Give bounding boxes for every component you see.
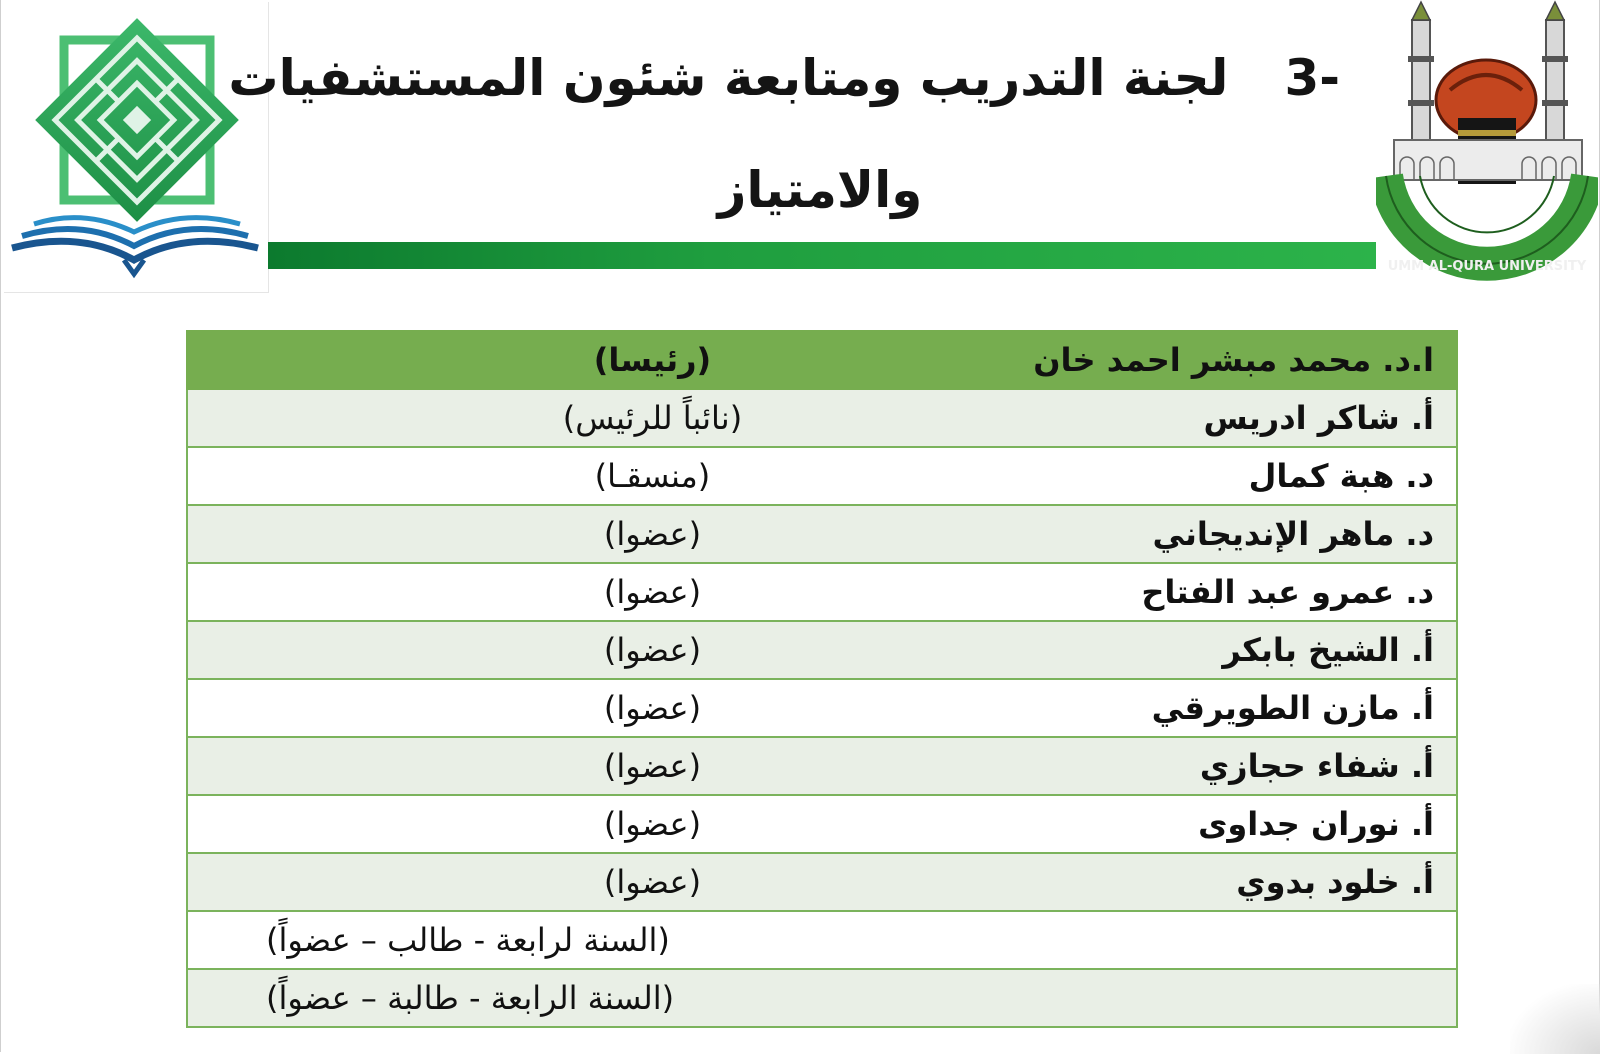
title-line-1 (228, 34, 1340, 146)
page-title (228, 34, 1340, 258)
member-name: أ. مازن الطويرقي (877, 679, 1457, 737)
university-seal-icon (1376, 0, 1598, 294)
title-number: -3 (1284, 49, 1340, 107)
table-row (187, 853, 1457, 911)
member-role: (عضوا) (187, 505, 877, 563)
member-role: (عضوا) (187, 621, 877, 679)
student-member (187, 969, 1457, 1027)
student-member (187, 911, 1457, 969)
table-row (187, 795, 1457, 853)
table-row (187, 911, 1457, 969)
member-role: (نائباً للرئيس) (187, 389, 877, 447)
member-name: أ. شاكر ادريس (877, 389, 1457, 447)
table-row (187, 737, 1457, 795)
table-row (187, 679, 1457, 737)
table-row (187, 331, 1457, 389)
title-line-2: والامتياز (717, 161, 923, 219)
title-underline-bar (268, 242, 1376, 269)
member-role: (عضوا) (187, 679, 877, 737)
title-text-1: لجنة التدريب ومتابعة شئون المستشفيات (228, 49, 1229, 107)
member-name: أ. خلود بدوي (877, 853, 1457, 911)
table-row (187, 563, 1457, 621)
table-row (187, 389, 1457, 447)
table-row (187, 621, 1457, 679)
table-row (187, 447, 1457, 505)
table-row (187, 969, 1457, 1027)
member-name: ا.د. محمد مبشر احمد خان (877, 331, 1457, 389)
page-corner-shadow (1510, 984, 1600, 1054)
member-role: (رئيسا) (187, 331, 877, 389)
member-name: د. هبة كمال (877, 447, 1457, 505)
member-role: (عضوا) (187, 853, 877, 911)
member-name: أ. شفاء حجازي (877, 737, 1457, 795)
committee-members-table (186, 330, 1458, 1028)
member-name: أ. الشيخ بابكر (877, 621, 1457, 679)
table-row (187, 505, 1457, 563)
member-role: (منسقـا) (187, 447, 877, 505)
member-name: د. ماهر الإنديجاني (877, 505, 1457, 563)
student-member-text: (السنة لرابعة - طالب – عضواً) (266, 921, 670, 959)
member-role: (عضوا) (187, 737, 877, 795)
seal-text: UMM AL-QURA UNIVERSITY (1387, 259, 1587, 274)
student-member-text: (السنة الرابعة - طالبة – عضواً) (266, 979, 675, 1017)
member-name: أ. نوران جداوى (877, 795, 1457, 853)
umm-al-qura-university-logo (1376, 0, 1598, 294)
member-name: د. عمرو عبد الفتاح (877, 563, 1457, 621)
member-role: (عضوا) (187, 563, 877, 621)
member-role: (عضوا) (187, 795, 877, 853)
